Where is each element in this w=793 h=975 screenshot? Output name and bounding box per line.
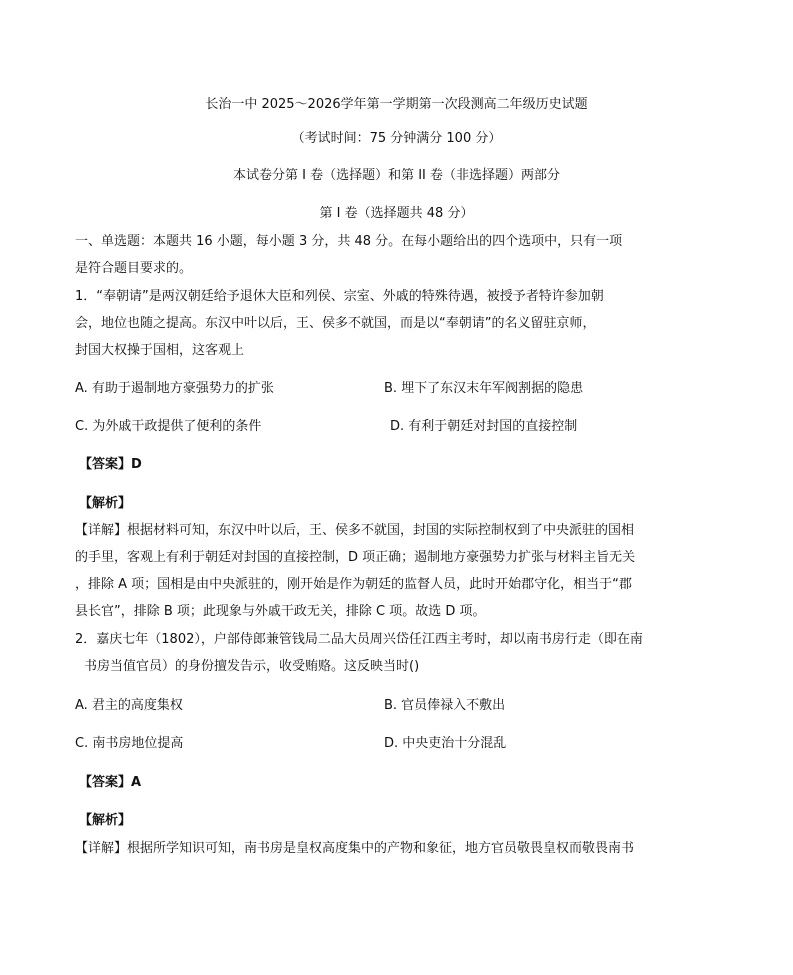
q1-stem-line2: 会，地位也随之提高。东汉中叶以后，王、侯多不就国，而是以“奉朝请”的名义留驻京师， xyxy=(75,316,596,331)
q1-stem-line3: 封国大权操于国相，这客观上 xyxy=(75,343,245,358)
q1-analysis-label: 【解析】 xyxy=(79,496,132,511)
q2-option-c: C. 南书房地位提高 xyxy=(75,736,184,751)
q1-answer: 【答案】D xyxy=(79,457,142,472)
q2-stem-line2: 书房当值官员）的身份擅发告示，收受贿赂。这反映当时() xyxy=(84,659,420,674)
q1-detail-line3: ，排除 A 项；国相是由中央派驻的，刚开始是作为朝廷的监督人员，此时开始郡守化，相当于“郡 xyxy=(75,577,632,592)
q2-analysis-label: 【解析】 xyxy=(79,813,132,828)
q1-option-d: D. 有利于朝廷对封国的直接控制 xyxy=(390,419,578,434)
q2-option-a: A. 君主的高度集权 xyxy=(75,698,183,713)
exam-title: 长治一中 2025～2026学年第一学期第一次段测高二年级历史试题 xyxy=(205,97,588,112)
section1-instruction-line2: 是符合题目要求的。 xyxy=(75,261,193,276)
section1-instruction-line1: 一、单选题：本题共 16 小题，每小题 3 分，共 48 分。在每小题给出的四个选项中，只有一项 xyxy=(75,234,623,249)
q1-option-b: B. 埋下了东汉末年军阀割据的隐患 xyxy=(384,381,584,396)
exam-time-info: （考试时间：75 分钟满分 100 分） xyxy=(291,131,502,146)
q1-detail-line2: 的手里，客观上有利于朝廷对封国的直接控制，D 项正确；遏制地方豪强势力扩张与材料主旨无关 xyxy=(75,550,636,565)
q2-option-b: B. 官员俸禄入不敷出 xyxy=(384,698,506,713)
q2-stem-line1: 2．嘉庆七年（1802），户部侍郎兼管钱局二品大员周兴岱任江西主考时，却以南书房行走（即在南 xyxy=(75,632,643,647)
q1-option-c: C. 为外戚干政提供了便利的条件 xyxy=(75,419,262,434)
exam-parts-intro: 本试卷分第 I 卷（选择题）和第 II 卷（非选择题）两部分 xyxy=(232,168,561,183)
q1-stem-line1: 1．“奉朝请”是两汉朝廷给予退休大臣和列侯、宗室、外戚的特殊待遇，被授予者特许参加朝 xyxy=(75,289,604,304)
q1-option-a: A. 有助于遏制地方豪强势力的扩张 xyxy=(75,381,274,396)
q2-option-d: D. 中央吏治十分混乱 xyxy=(384,736,507,751)
part1-title: 第 I 卷（选择题共 48 分） xyxy=(319,206,474,221)
q2-detail-line1: 【详解】根据所学知识可知，南书房是皇权高度集中的产物和象征，地方官员敬畏皇权而敬畏南书 xyxy=(75,841,635,856)
q2-answer: 【答案】A xyxy=(79,775,142,790)
q1-detail-line4: 县长官”，排除 B 项；此现象与外戚干政无关，排除 C 项。故选 D 项。 xyxy=(75,604,486,619)
q1-detail-line1: 【详解】根据材料可知，东汉中叶以后，王、侯多不就国，封国的实际控制权到了中央派驻的国相 xyxy=(75,523,635,538)
